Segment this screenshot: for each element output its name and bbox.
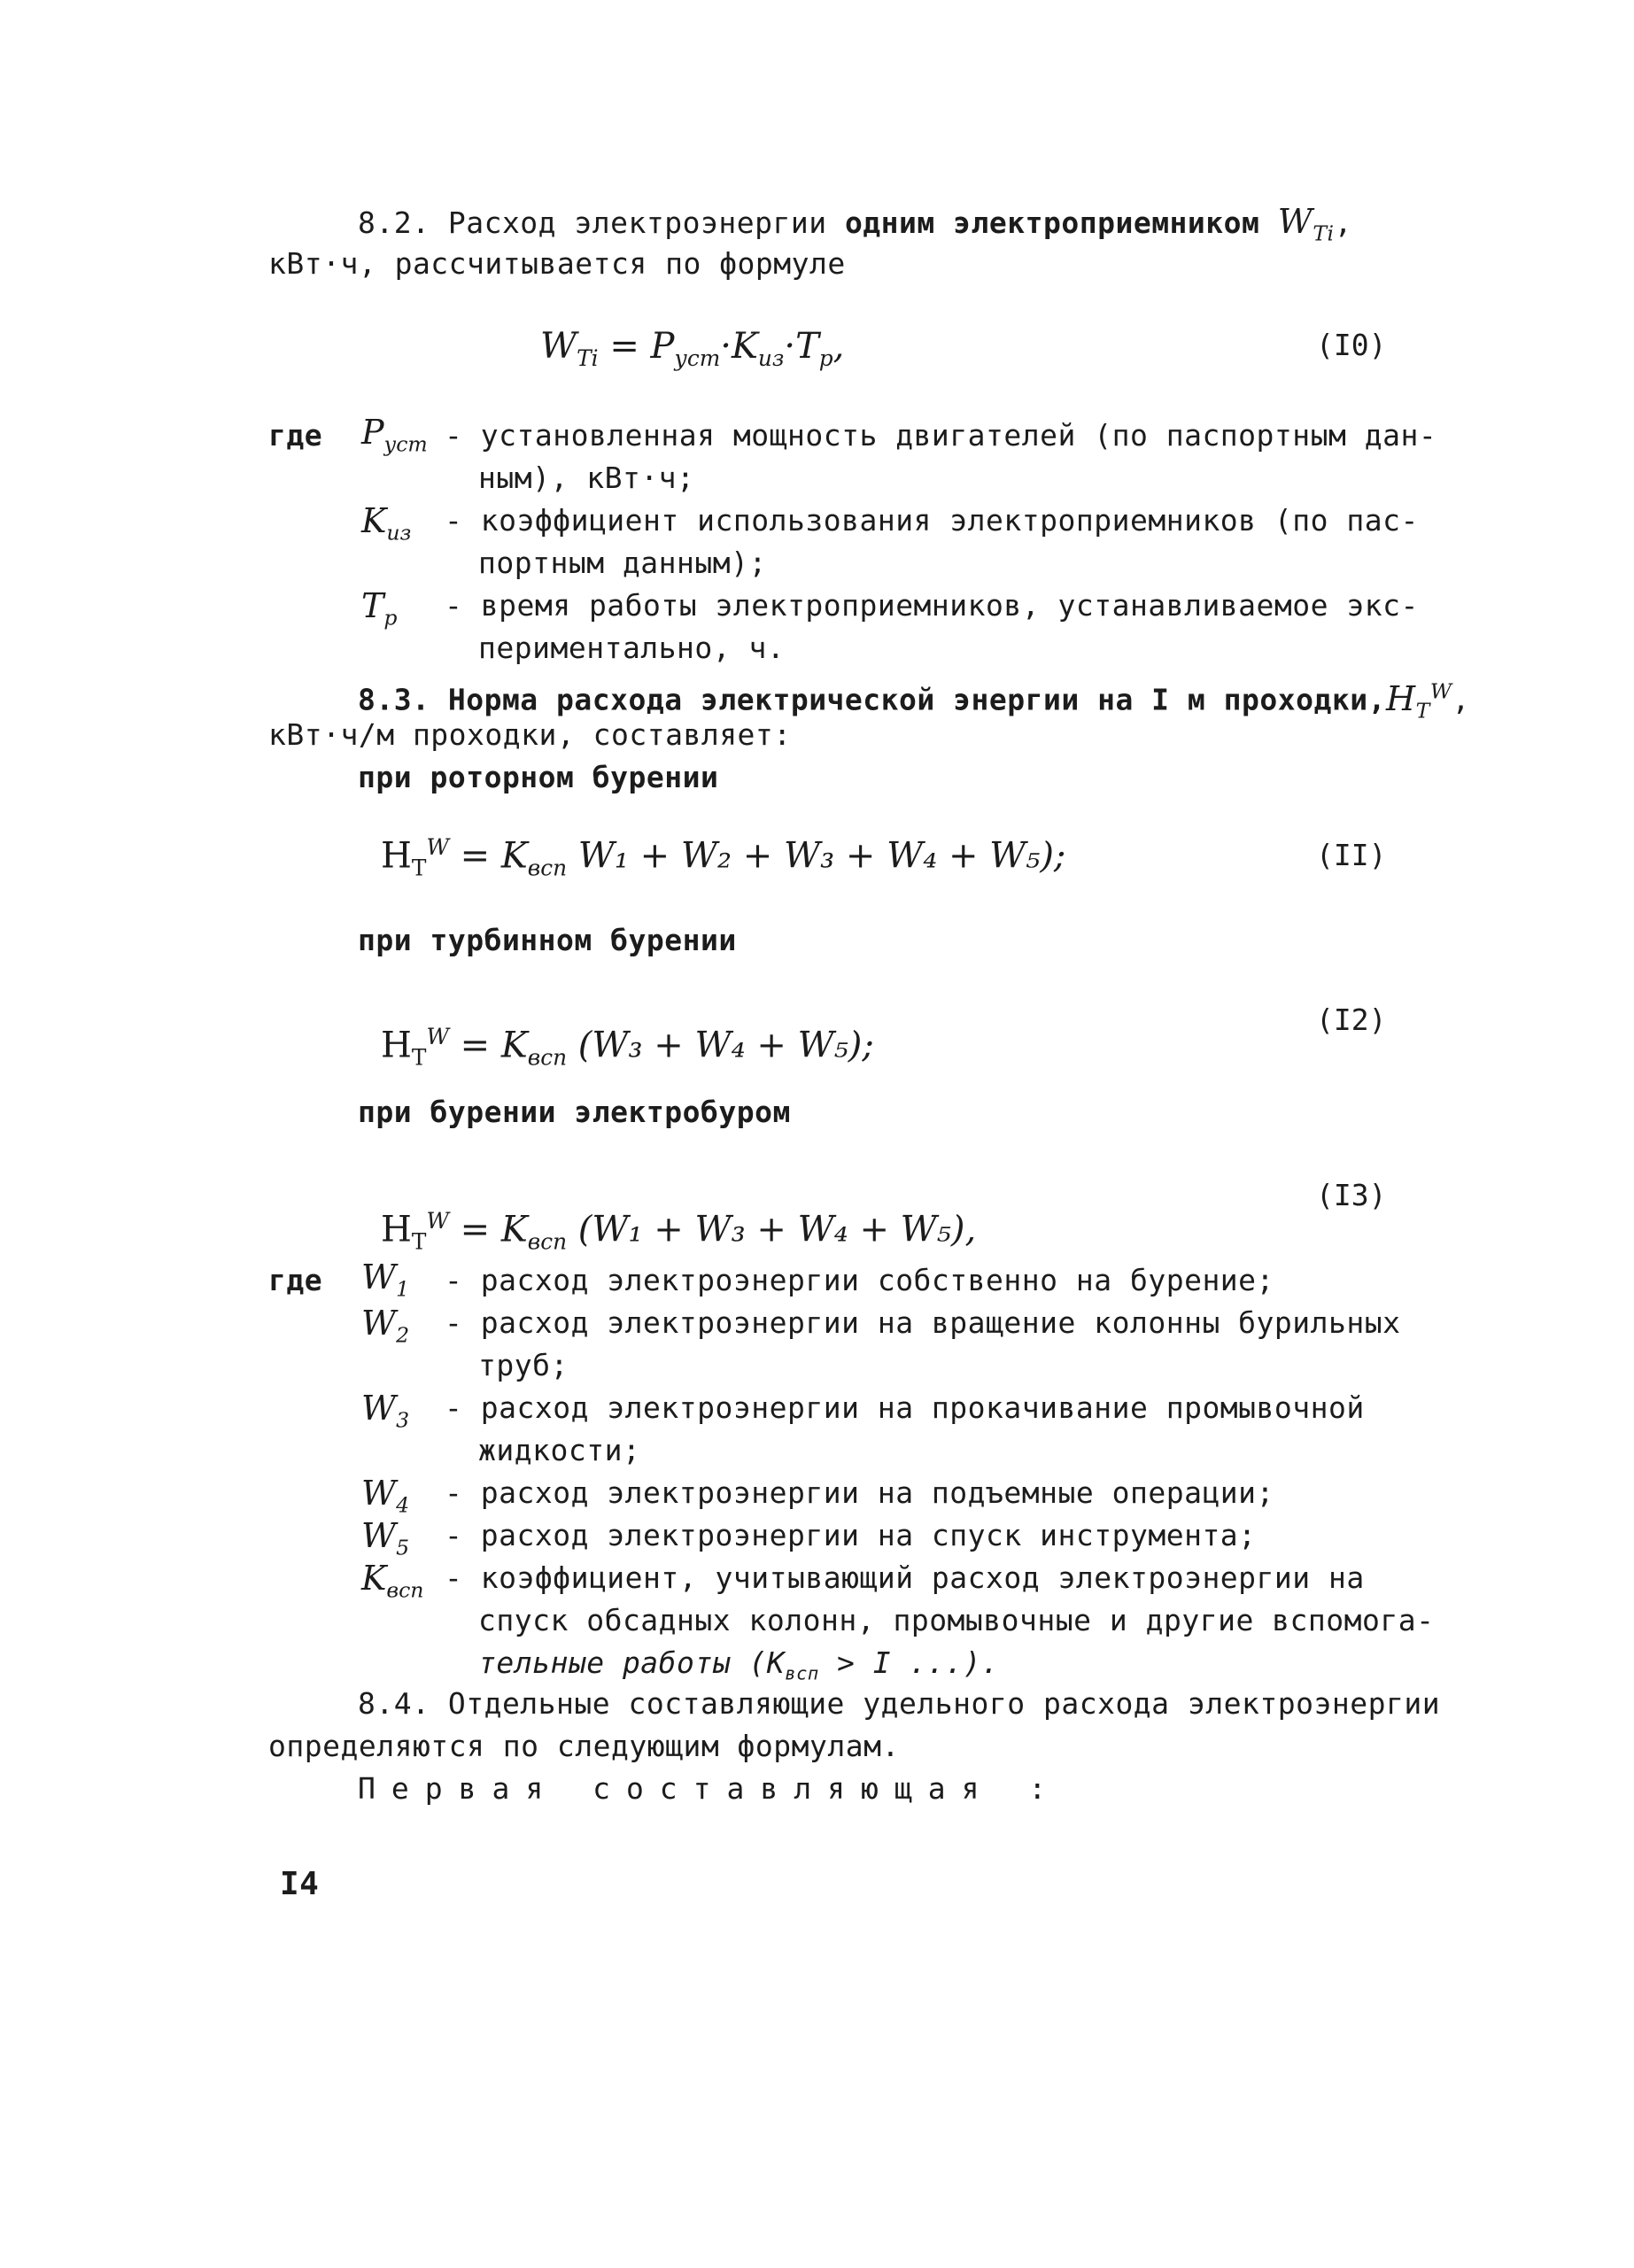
def-k-vsp-line3: тельные работы ($К_{всп} > I$ ...). xyxy=(478,1645,1000,1684)
formula-12: $H_T^W = K_{всп}$ (W₃ + W₄ + W₅); xyxy=(381,1024,874,1071)
first-component-heading: Первая составляющая : xyxy=(358,1771,1063,1806)
section-8-4-line1: 8.4. Отдельные составляющие удельного расхода электроэнергии xyxy=(358,1686,1441,1721)
text: 8.2. Расход электроэнергии xyxy=(358,205,845,240)
symbol-h-t-w: $H_T^W$ xyxy=(1385,678,1452,724)
equation-number-10: (I0) xyxy=(1316,328,1387,362)
section-8-4-line2: определяются по следующим формулам. xyxy=(268,1729,900,1763)
section-8-2-line1: 8.2. Расход электроэнергии одним электроприемником $W_{Ti}$, xyxy=(358,202,1352,246)
symbol-w5: $W_5$ xyxy=(361,1516,410,1560)
symbol-w3: $W_3$ xyxy=(361,1389,410,1433)
def-k-vsp-line1: - коэффициент, учитывающий расход электроэнергии на xyxy=(445,1560,1365,1595)
symbol-w1: $W_1$ xyxy=(361,1258,410,1302)
def-w4-line1: - расход электроэнергии на подъемные операции; xyxy=(445,1475,1274,1510)
def-p-ust-line2: ным), кВт·ч; xyxy=(478,461,695,495)
turbine-drilling-label: при турбинном бурении xyxy=(358,923,737,957)
formula-13: $H_T^W = K_{всп}$ (W₁ + W₃ + W₄ + W₅), xyxy=(381,1208,977,1255)
def-k-iz-line2: портным данным); xyxy=(478,546,767,580)
electrodrill-label: при бурении электробуром xyxy=(358,1095,791,1129)
page-number: I4 xyxy=(280,1866,320,1902)
text: 8.3. Норма расхода электрической энергии на I м проходки, xyxy=(358,682,1386,717)
equation-number-13: (I3) xyxy=(1316,1178,1387,1212)
def-p-ust-line1: - установленная мощность двигателей (по паспортным дан- xyxy=(445,418,1437,453)
def-k-iz-line1: - коэффициент использования электроприемников (по пас- xyxy=(445,503,1419,538)
bold-text: одним электроприемником xyxy=(844,205,1260,240)
section-8-2-line2: кВт·ч, рассчитывается по формуле xyxy=(268,246,846,281)
def-w2-line1: - расход электроэнергии на вращение колонны бурильных xyxy=(445,1305,1401,1340)
equation-number-11: (II) xyxy=(1316,838,1387,872)
rotary-drilling-label: при роторном бурении xyxy=(358,760,719,794)
where-label-2: где xyxy=(268,1263,323,1297)
section-8-3-line2: кВт·ч/м проходки, составляет: xyxy=(268,717,792,752)
def-w1-line1: - расход электроэнергии собственно на бурение; xyxy=(445,1263,1274,1297)
def-t-r-line1: - время работы электроприемников, устанавливаемое экс- xyxy=(445,588,1419,623)
equation-number-12: (I2) xyxy=(1316,1002,1387,1037)
def-w3-line1: - расход электроэнергии на прокачивание промывочной xyxy=(445,1390,1365,1425)
symbol-k-vsp: $K_{всп}$ xyxy=(361,1559,424,1603)
symbol-t-r: $T_р$ xyxy=(361,586,398,631)
symbol-w2: $W_2$ xyxy=(361,1304,410,1348)
def-w5-line1: - расход электроэнергии на спуск инструмента; xyxy=(445,1518,1257,1552)
section-8-3-line1: 8.3. Норма расхода электрической энергии на I м $проходки,H_T^W$, xyxy=(358,678,1470,724)
def-w3-line2: жидкости; xyxy=(478,1433,641,1467)
where-label-1: где xyxy=(268,418,323,453)
symbol-p-ust: $P_{уст}$ xyxy=(361,413,428,457)
formula-11: $H_T^W = K_{всп}$ W₁ + W₂ + W₃ + W₄ + W₅); xyxy=(381,834,1066,881)
symbol-w4: $W_4$ xyxy=(361,1474,410,1518)
def-w2-line2: труб; xyxy=(478,1348,569,1382)
symbol-k-iz: $K_{из}$ xyxy=(361,501,412,546)
def-t-r-line2: периментально, ч. xyxy=(478,631,786,665)
symbol-w-ti: $W_{Ti}$ xyxy=(1277,202,1335,246)
def-k-vsp-line2: спуск обсадных колонн, промывочные и другие вспомога- xyxy=(478,1603,1435,1637)
formula-10: $W_{Ti} = P_{уст}\cdot K_{из}\cdot T_р$, xyxy=(540,326,845,371)
